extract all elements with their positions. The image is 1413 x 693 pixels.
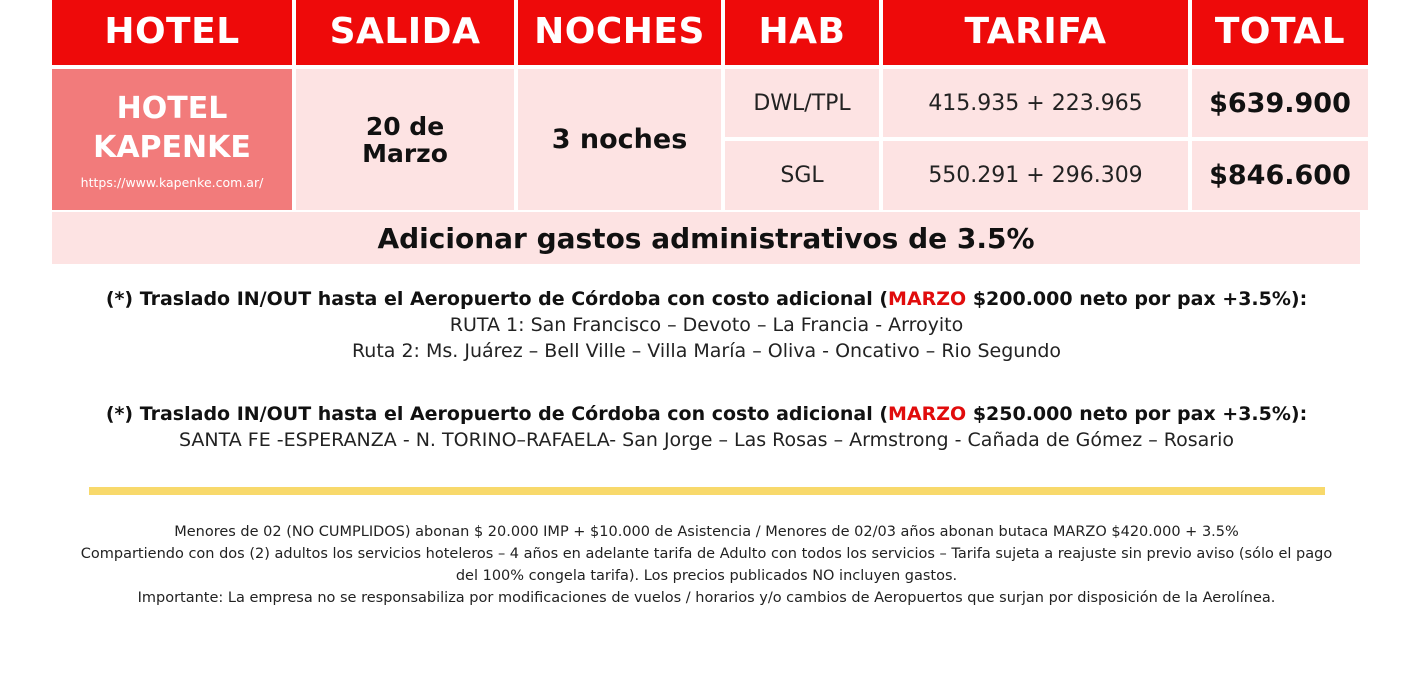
transfer-route: SANTA FE -ESPERANZA - N. TORINO–RAFAELA- San Jorge – Las Rosas – Armstrong - Cañada de Gómez – Rosario bbox=[178, 429, 1234, 451]
hab-sgl: SGL bbox=[725, 141, 879, 210]
hotel-cell bbox=[52, 69, 292, 210]
transfer-route: Ruta 2: Ms. Juárez – Bell Ville – Villa María – Oliva - Oncativo – Rio Segundo bbox=[351, 340, 1062, 362]
header-total: TOTAL bbox=[1192, 0, 1368, 65]
fineprint-sharing: Compartiendo con dos (2) adultos los servicios hoteleros – 4 años en adelante tarifa de Adulto con todos los servicios – Tarifa sujeta a reajuste sin previo aviso (sólo el pago del 100% congela tarifa). Los precios publicados NO incluyen gastos. bbox=[80, 546, 1333, 584]
transfer-block-2 bbox=[40, 403, 1373, 451]
divider bbox=[89, 487, 1325, 495]
header-salida: SALIDA bbox=[296, 0, 514, 65]
hotel-name-line2: KAPENKE bbox=[93, 130, 251, 165]
fineprint bbox=[70, 521, 1343, 609]
header-tarifa: TARIFA bbox=[883, 0, 1188, 65]
fineprint-disclaimer: Importante: La empresa no se responsabiliza por modificaciones de vuelos / horarios y/o cambios de Aeropuertos que surjan por disposición de la Aerolínea. bbox=[137, 590, 1276, 606]
transfer-month: MARZO bbox=[888, 403, 967, 425]
transfer-route: RUTA 1: San Francisco – Devoto – La Francia - Arroyito bbox=[449, 314, 964, 336]
hab-dwl: DWL/TPL bbox=[725, 69, 879, 137]
transfer-title-price: $200.000 neto por pax +3.5%): bbox=[966, 288, 1308, 310]
noches-cell: 3 noches bbox=[518, 69, 721, 210]
salida-line2: Marzo bbox=[362, 138, 448, 168]
tarifa-sgl: 550.291 + 296.309 bbox=[883, 141, 1188, 210]
rates-table bbox=[52, 0, 1360, 208]
transfer-title-text: (*) Traslado IN/OUT hasta el Aeropuerto de Córdoba con costo adicional ( bbox=[105, 403, 889, 425]
total-sgl: $846.600 bbox=[1192, 141, 1368, 210]
fineprint-minors: Menores de 02 (NO CUMPLIDOS) abonan $ 20.000 IMP + $10.000 de Asistencia / Menores de 02/03 años abonan butaca MARZO $420.000 + 3.5% bbox=[174, 524, 1239, 540]
hotel-url[interactable]: https://www.kapenke.com.ar/ bbox=[80, 175, 264, 190]
salida-line1: 20 de bbox=[365, 111, 445, 141]
transfer-title bbox=[40, 403, 1373, 425]
transfer-block-1 bbox=[40, 288, 1373, 362]
tarifa-dwl: 415.935 + 223.965 bbox=[883, 69, 1188, 137]
transfer-title bbox=[40, 288, 1373, 310]
salida-cell bbox=[296, 69, 514, 210]
total-dwl: $639.900 bbox=[1192, 69, 1368, 137]
header-hotel: HOTEL bbox=[52, 0, 292, 65]
header-hab: HAB bbox=[725, 0, 879, 65]
transfer-title-text: (*) Traslado IN/OUT hasta el Aeropuerto de Córdoba con costo adicional ( bbox=[105, 288, 889, 310]
admin-fee-notice: Adicionar gastos administrativos de 3.5% bbox=[52, 212, 1360, 264]
transfer-month: MARZO bbox=[888, 288, 967, 310]
header-noches: NOCHES bbox=[518, 0, 721, 65]
transfer-title-price: $250.000 neto por pax +3.5%): bbox=[966, 403, 1308, 425]
hotel-name-line1: HOTEL bbox=[116, 91, 228, 126]
